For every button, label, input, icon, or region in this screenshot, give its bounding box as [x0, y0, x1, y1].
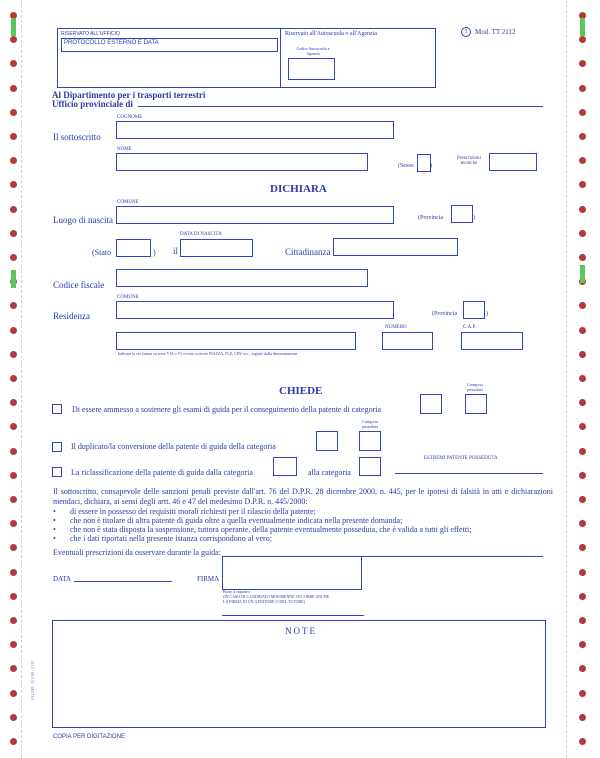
tractor-hole: [579, 60, 586, 67]
tractor-hole: [579, 109, 586, 116]
name-field[interactable]: [116, 153, 368, 171]
office-reserved-label: RISERVATO ALL'UFFICIO: [61, 31, 120, 37]
tractor-hole: [579, 85, 586, 92]
tractor-hole: [10, 399, 17, 406]
tractor-hole: [579, 690, 586, 697]
tractor-hole: [10, 206, 17, 213]
tractor-hole: [579, 448, 586, 455]
tractor-hole: [10, 593, 17, 600]
category-field-1[interactable]: [420, 394, 442, 414]
sex-label: (Sesso: [398, 163, 414, 169]
licence-details-label: ESTREMI PATENTE POSSEDUTA: [424, 456, 498, 461]
tractor-hole: [10, 544, 17, 551]
agency-code-field[interactable]: [288, 58, 335, 80]
tractor-hole: [10, 617, 17, 624]
tractor-hole: [579, 617, 586, 624]
birth-date-field[interactable]: [180, 239, 253, 257]
date-label: DATA: [53, 575, 72, 583]
number-label: NUMERO: [385, 325, 407, 330]
state-field[interactable]: [116, 239, 151, 257]
tractor-hole: [10, 60, 17, 67]
tractor-hole: [10, 448, 17, 455]
tax-code-label: Codice fiscale: [53, 280, 105, 290]
tractor-hole: [579, 641, 586, 648]
green-registration-mark: [11, 18, 16, 36]
bullet-4: • che i dati riportati nella presente istanza corrispondono al vero;: [53, 534, 272, 543]
printer-imprint: ELLEPI - D.V.98 - 2112: [30, 660, 35, 700]
tractor-hole: [10, 230, 17, 237]
tractor-hole: [10, 254, 17, 261]
tractor-hole: [579, 157, 586, 164]
birth-date-label: DATA DI NASCITA: [180, 232, 222, 237]
tractor-hole: [10, 375, 17, 382]
option2-checkbox[interactable]: [52, 442, 62, 452]
agency-reserved-label: Riservato all'Autoscuola o all'Agenzia: [285, 31, 377, 37]
tractor-hole: [10, 157, 17, 164]
signature-label: FIRMA: [197, 575, 220, 583]
residence-label: Residenza: [53, 311, 90, 321]
tractor-hole: [579, 593, 586, 600]
declares-heading: DICHIARA: [270, 183, 327, 195]
tractor-hole: [579, 714, 586, 721]
birth-province-label: (Provincia: [418, 215, 443, 221]
residence-municipality-label: COMUNE: [117, 295, 139, 300]
sex-field[interactable]: [417, 154, 431, 172]
tractor-hole: [10, 641, 17, 648]
tractor-hole: [10, 690, 17, 697]
option1-label: Di essere ammesso a sostenere gli esami di guida per il conseguimento della patente di categoria: [72, 405, 382, 414]
declaration-bullets: [53, 507, 553, 543]
sex-close: ): [430, 163, 432, 169]
option3-checkbox[interactable]: [52, 467, 62, 477]
tractor-hole: [10, 496, 17, 503]
tractor-hole: [579, 375, 586, 382]
right-perforation-line: [566, 0, 567, 758]
category-owned-label-1: Categoria posseduta: [467, 382, 483, 392]
residence-province-label: (Provincia: [432, 311, 457, 317]
tractor-hole: [579, 472, 586, 479]
model-label: Mod. TT 2112: [475, 28, 516, 36]
provincial-office-field[interactable]: [138, 106, 543, 107]
category-owned-field-2[interactable]: [359, 431, 381, 451]
to-category-label: alla categoria: [308, 468, 351, 477]
date-field[interactable]: [74, 581, 172, 582]
tractor-hole: [10, 109, 17, 116]
tractor-hole: [579, 351, 586, 358]
addressee-line2: Ufficio provinciale di: [52, 99, 133, 109]
undersigned-label: Il sottoscritto: [53, 132, 101, 142]
left-perforation-line: [21, 0, 22, 758]
street-field[interactable]: [116, 332, 356, 350]
state-label: (Stato: [92, 248, 112, 257]
residence-municipality-field[interactable]: [116, 301, 394, 319]
tractor-hole: [10, 327, 17, 334]
bullet-3: • che non è stata disposta la sospensione, tuttora operante, della patente eventualmente posseduta, che è valida a tutti gli effetti;: [53, 525, 472, 534]
tractor-hole: [579, 496, 586, 503]
tractor-hole: [10, 665, 17, 672]
il-label: il: [173, 246, 179, 256]
tractor-hole: [10, 738, 17, 745]
tractor-hole: [10, 520, 17, 527]
tractor-hole: [579, 327, 586, 334]
bullet-1: • di essere in possesso dei requisiti morali richiesti per il rilascio della patente;: [53, 507, 316, 516]
birth-municipality-field[interactable]: [116, 206, 394, 224]
green-registration-mark: [580, 18, 585, 36]
model-number-circle: 1: [461, 27, 471, 37]
addressee-line1: Al Dipartimento per i trasporti terrestri: [52, 90, 206, 100]
tractor-hole: [10, 302, 17, 309]
tractor-hole: [579, 230, 586, 237]
surname-label: COGNOME: [117, 115, 143, 120]
street-note: Indicare la via (senza scrivere VIA o V.) ovvero scrivere PIAZZA, PLE, CRV ecc., seguito dalla denominazione.: [118, 351, 299, 356]
tractor-hole: [579, 254, 586, 261]
citizenship-label: Cittadinanza: [285, 247, 331, 257]
tractor-hole: [579, 423, 586, 430]
tractor-hole: [579, 302, 586, 309]
tractor-hole: [10, 569, 17, 576]
tractor-hole: [579, 181, 586, 188]
birth-province-close: ): [473, 215, 475, 221]
citizenship-field[interactable]: [333, 238, 458, 256]
tractor-hole: [10, 133, 17, 140]
option1-checkbox[interactable]: [52, 404, 62, 414]
tractor-hole: [10, 85, 17, 92]
notes-box[interactable]: [52, 620, 546, 728]
tractor-hole: [579, 665, 586, 672]
protocol-label: PROTOCOLLO ESTERNO E DATA: [64, 40, 159, 46]
prescriptions-label: Eventuali prescrizioni da osservare durante la guida:: [53, 548, 221, 557]
signature-note-line1: (IN CASO DI CANDIDATO MINORENNE OCCORRE ANCHE: [223, 594, 330, 599]
birth-municipality-label: COMUNE: [117, 200, 139, 205]
green-registration-mark: [11, 270, 16, 288]
to-category-field[interactable]: [359, 457, 381, 476]
state-close: ): [153, 248, 156, 257]
signature-note-line2: LA FIRMA DI UN GENITORE O DEL TUTORE): [223, 599, 305, 604]
tractor-hole: [579, 738, 586, 745]
office-reserved-box: [57, 28, 281, 88]
technical-prescriptions-label: Prescrizioni tecniche: [457, 156, 481, 166]
residence-province-close: ): [486, 311, 488, 317]
tax-code-field[interactable]: [116, 269, 368, 287]
cap-field[interactable]: [461, 332, 523, 350]
birthplace-label: Luogo di nascita: [53, 215, 113, 225]
option2-label: Il duplicato/la conversione della patente di guida della categoria: [71, 442, 276, 451]
tractor-hole: [10, 181, 17, 188]
bullet-2: • che non è titolare di altra patente di guida oltre a quella eventualmente indicata nella presente domanda;: [53, 516, 403, 525]
agency-code-label: Codice Autoscuola e Agenzia: [296, 46, 330, 56]
guardian-signature-field[interactable]: [222, 615, 364, 616]
tractor-hole: [579, 399, 586, 406]
tractor-hole: [10, 423, 17, 430]
birth-province-field[interactable]: [451, 205, 473, 223]
signature-small-note: Botto il riquadro: [223, 589, 250, 594]
cap-label: C.A.P.: [463, 325, 476, 330]
tractor-hole: [579, 206, 586, 213]
surname-field[interactable]: [116, 121, 394, 139]
notes-heading: NOTE: [285, 626, 317, 636]
tractor-hole: [579, 36, 586, 43]
tractor-hole: [579, 544, 586, 551]
option3-label: La riclassificazione della patente di guida dalla categoria: [71, 468, 253, 477]
category-owned-field-1[interactable]: [465, 394, 487, 414]
declaration-paragraph: Il sottoscritto, consapevole delle sanzioni penali previste dall'art. 76 del D.P.R. 28 dicembre 2000, n. 445, per le ipotesi di falsità in atti e dichiarazioni mendaci, dichiara, ai sensi degli artt. 46 e 47 del medesimo D.P.R. n. 445/2000:: [53, 487, 553, 506]
number-field[interactable]: [382, 332, 433, 350]
technical-prescriptions-field[interactable]: [489, 153, 537, 171]
tractor-hole: [579, 569, 586, 576]
signature-field[interactable]: [222, 556, 362, 590]
from-category-field[interactable]: [273, 457, 297, 476]
tractor-hole: [10, 36, 17, 43]
category-owned-label-2: Categoria posseduta: [362, 419, 378, 429]
requests-heading: CHIEDE: [279, 385, 323, 397]
tractor-hole: [10, 351, 17, 358]
name-label: NOME: [117, 147, 132, 152]
tractor-hole: [579, 520, 586, 527]
tractor-hole: [579, 133, 586, 140]
category-field-2[interactable]: [316, 431, 338, 451]
green-registration-mark: [580, 265, 585, 283]
licence-details-field[interactable]: [395, 473, 543, 474]
tractor-hole: [10, 472, 17, 479]
tractor-hole: [10, 714, 17, 721]
footer-copy-label: COPIA PER DIGITAZIONE: [53, 734, 125, 740]
residence-province-field[interactable]: [463, 301, 485, 319]
